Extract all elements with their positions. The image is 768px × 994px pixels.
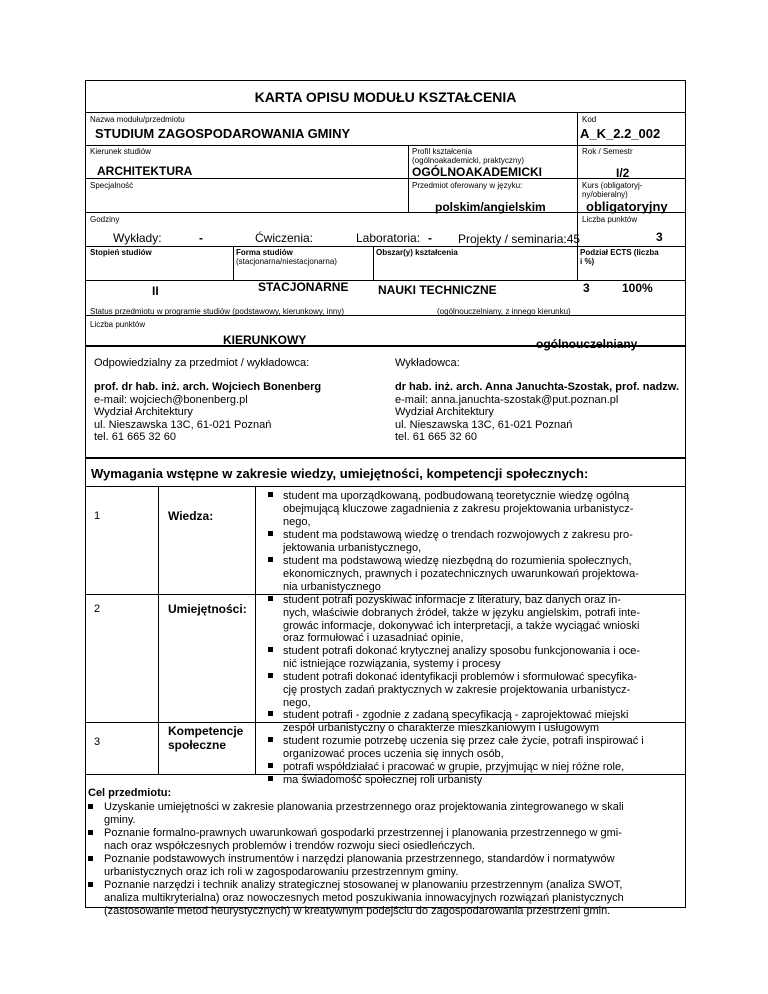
responsible-label: Odpowiedzialny za przedmiot / wykładowca: [94, 357, 310, 369]
lecturer-name: dr hab. inż. arch. Anna Januchta-Szostak, prof. nadzw. [395, 381, 680, 393]
lab-value: - [428, 231, 432, 245]
bullet-icon [268, 557, 273, 562]
ects-label: Podział ECTS (liczba [580, 248, 659, 257]
year-value: I/2 [616, 166, 630, 180]
area-value: NAUKI TECHNICZNE [378, 283, 497, 297]
profile-label-2: (ogólnoakademicki, praktyczny) [412, 156, 525, 165]
requirements-heading: Wymagania wstępne w zakresie wiedzy, umiejętności, kompetencji społecznych: [91, 466, 589, 481]
lectures-value: - [199, 231, 203, 245]
responsible-name: prof. dr hab. inż. arch. Wojciech Bonenberg [94, 381, 322, 393]
req-row-3-name-1: Kompetencje [168, 724, 244, 738]
lecturer-phone: tel. 61 665 32 60 [395, 431, 477, 443]
bullet-icon [268, 673, 273, 678]
req-row-2-name: Umiejętności: [168, 602, 247, 616]
ects-points: 3 [583, 281, 590, 295]
page-title: KARTA OPISU MODUŁU KSZTAŁCENIA [254, 89, 517, 105]
status-label-2: (ogólnouczelniany, z innego kierunku) [437, 307, 571, 316]
bullet-icon [88, 804, 93, 809]
hours-label: Godziny [90, 215, 120, 224]
field-label: Kierunek studiów [90, 147, 151, 156]
projects-field [458, 232, 580, 246]
lab-label: Laboratoria: [356, 231, 421, 245]
lecturer-label: Wykładowca: [395, 357, 460, 369]
area-label: Obszar(y) kształcenia [376, 248, 458, 257]
req-row-3-num: 3 [94, 736, 101, 748]
profile-value: OGÓLNOAKADEMICKI [412, 165, 542, 179]
language-label: Przedmiot oferowany w języku: [412, 181, 523, 190]
course-value: obligatoryjny [586, 199, 668, 214]
lecturer-info [395, 381, 679, 444]
responsible-email: e-mail: wojciech@bonenberg.pl [94, 393, 248, 406]
bullet-icon [268, 776, 273, 781]
bullet-icon [88, 856, 93, 861]
req-row-1-name: Wiedza: [168, 509, 214, 523]
level-value: II [152, 284, 159, 298]
language-value: polskim/angielskim [435, 200, 546, 214]
points-label: Liczba punktów [582, 215, 638, 224]
bullet-icon [268, 647, 273, 652]
course-label: Kurs (obligatoryj- [582, 181, 643, 190]
points-value: 3 [656, 230, 663, 244]
level-label: Stopień studiów [90, 248, 152, 257]
exercises-label: Ćwiczenia: [255, 231, 314, 245]
bullet-icon [268, 492, 273, 497]
bullet-icon [268, 531, 273, 536]
spec-label: Specjalność [90, 181, 134, 190]
profile-label: Profil kształcenia [412, 147, 473, 156]
form-label: Forma studiów [236, 248, 293, 257]
code-value: A_K_2.2_002 [580, 126, 661, 141]
lecturer-address: ul. Nieszawska 13C, 61-021 Poznań [395, 418, 573, 431]
lecturer-email: e-mail: anna.januchta-szostak@put.poznan.pl [395, 393, 619, 406]
responsible-info [94, 381, 321, 444]
goal-item-2: Poznanie formalno-prawnych uwarunkowań gospodarki przestrzennej i planowania przestrzennego w gmi- nach oraz współczesnych problemów i trendów rozwoju sieci osiedleńczych. [88, 827, 684, 853]
bullet-icon [88, 882, 93, 887]
req-row-2-num: 2 [94, 603, 101, 615]
status-label: Status przedmiotu w programie studiów (podstawowy, kierunkowy, inny) [90, 307, 345, 316]
form-label-2: (stacjonarna/niestacjonarna) [236, 257, 337, 266]
req-row-1-num: 1 [94, 510, 101, 522]
status-value-2: ogólnouczelniany [536, 337, 638, 351]
bullet-icon [88, 830, 93, 835]
goal-item-4: Poznanie narzędzi i technik analizy strategicznej stosowanej w planowaniu przestrzennym (analiza SWOT, analiza multikryterialna) oraz nowoczesnych metod poszukiwania innowacyjnych rozwiązań planistycznych (zastosowanie metod heurystycznych) w kreatywnym podejściu do zagospodarowania przestrzeni gmin. [88, 879, 684, 917]
code-label: Kod [582, 115, 597, 124]
status-value: KIERUNKOWY [223, 333, 307, 347]
bullet-icon [268, 737, 273, 742]
bullet-icon [268, 763, 273, 768]
ects-label-2: i %) [580, 257, 595, 266]
year-label: Rok / Semestr [582, 147, 633, 156]
module-value: STUDIUM ZAGOSPODAROWANIA GMINY [95, 126, 351, 141]
lectures-label: Wykłady: [113, 231, 162, 245]
status-points-label: Liczba punktów [90, 320, 146, 329]
req-row-3-name-2: społeczne [168, 738, 227, 752]
bullet-icon [268, 711, 273, 716]
form-value: STACJONARNE [258, 280, 349, 294]
req-row-3-name [168, 724, 243, 752]
field-value: ARCHITEKTURA [97, 164, 193, 178]
goal-item-1: Uzyskanie umiejętności w zakresie planowania przestrzennego oraz projektowania zintegrowanego w skali gminy. [88, 801, 684, 827]
projects-value: 45 [566, 232, 581, 246]
responsible-address: ul. Nieszawska 13C, 61-021 Poznań [94, 418, 272, 431]
module-label: Nazwa modułu/przedmiotu [90, 115, 185, 124]
bullet-icon [268, 596, 273, 601]
projects-label: Projekty / seminaria: [458, 232, 567, 246]
responsible-faculty: Wydział Architektury [94, 406, 193, 418]
goals-heading: Cel przedmiotu: [88, 787, 172, 799]
ects-percent: 100% [622, 281, 653, 295]
goal-item-3: Poznanie podstawowych instrumentów i narzędzi planowania przestrzennego, standardów i normatywów urbanistycznych oraz ich roli w zagospodarowaniu przestrzennym gminy. [88, 853, 684, 879]
course-label-2: ny/obieralny) [582, 190, 628, 199]
lecturer-faculty: Wydział Architektury [395, 406, 494, 418]
responsible-phone: tel. 61 665 32 60 [94, 431, 176, 443]
